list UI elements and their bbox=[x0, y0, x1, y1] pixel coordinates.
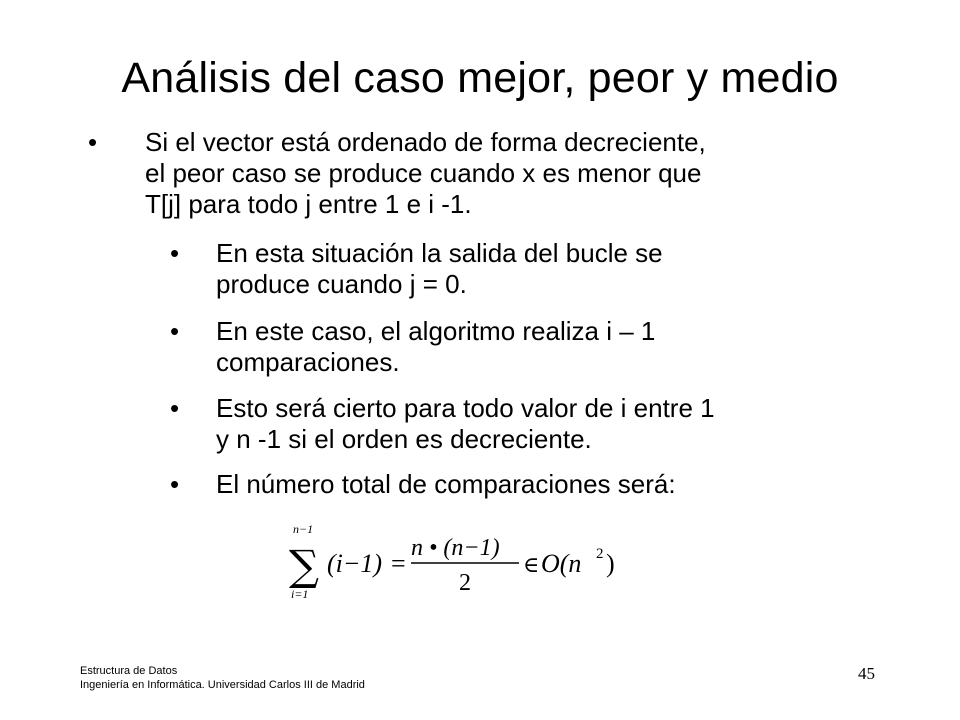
footer-institution: Ingeniería en Informática. Universidad Carlos III de Madrid bbox=[80, 679, 365, 691]
bullet-marker: • bbox=[170, 393, 180, 423]
bullet-marker: • bbox=[170, 238, 180, 268]
summand: (i−1) bbox=[327, 549, 383, 578]
bullet-marker: • bbox=[88, 127, 98, 157]
page-number: 45 bbox=[858, 664, 875, 683]
slide-title: Análisis del caso mejor, peor y medio bbox=[121, 54, 839, 102]
equals-sign: = bbox=[391, 549, 406, 578]
bullet-marker: • bbox=[170, 316, 180, 346]
bullet-text bbox=[145, 127, 845, 220]
bullet-line: el peor caso se produce cuando x es menor que bbox=[145, 158, 702, 188]
sum-symbol: ∑ bbox=[289, 541, 319, 590]
fraction-denominator: 2 bbox=[459, 570, 471, 596]
bullet-line: Esto será cierto para todo valor de i entre 1 bbox=[216, 393, 715, 423]
bullet-line: y n -1 si el orden es decreciente. bbox=[216, 424, 592, 454]
footer-attribution bbox=[80, 664, 365, 692]
big-o-notation: O(n bbox=[541, 549, 582, 578]
bullet-line: T[j] para todo j entre 1 e i -1. bbox=[145, 189, 472, 219]
summation-formula bbox=[285, 522, 635, 600]
bullet-line: comparaciones. bbox=[216, 347, 400, 377]
fraction-numerator: n • (n−1) bbox=[411, 535, 500, 561]
footer-course: Estructura de Datos bbox=[80, 665, 178, 677]
sum-lower-limit: i=1 bbox=[291, 587, 309, 600]
closing-parenthesis: ) bbox=[606, 549, 615, 578]
bullet-line: En este caso, el algoritmo realiza i – 1 bbox=[216, 316, 656, 346]
bullet-text bbox=[216, 316, 846, 378]
bullet-text bbox=[216, 238, 846, 300]
sum-upper-limit: n−1 bbox=[293, 522, 314, 536]
bullet-line: El número total de comparaciones será: bbox=[216, 469, 676, 499]
bullet-line: produce cuando j = 0. bbox=[216, 269, 467, 299]
bullet-text bbox=[216, 393, 846, 455]
bullet-line: Si el vector está ordenado de forma decreciente, bbox=[145, 127, 706, 157]
bullet-text bbox=[216, 469, 846, 500]
exponent: 2 bbox=[596, 546, 604, 562]
bullet-marker: • bbox=[170, 469, 180, 499]
bullet-line: En esta situación la salida del bucle se bbox=[216, 238, 663, 268]
element-of-symbol: ∈ bbox=[523, 553, 540, 578]
